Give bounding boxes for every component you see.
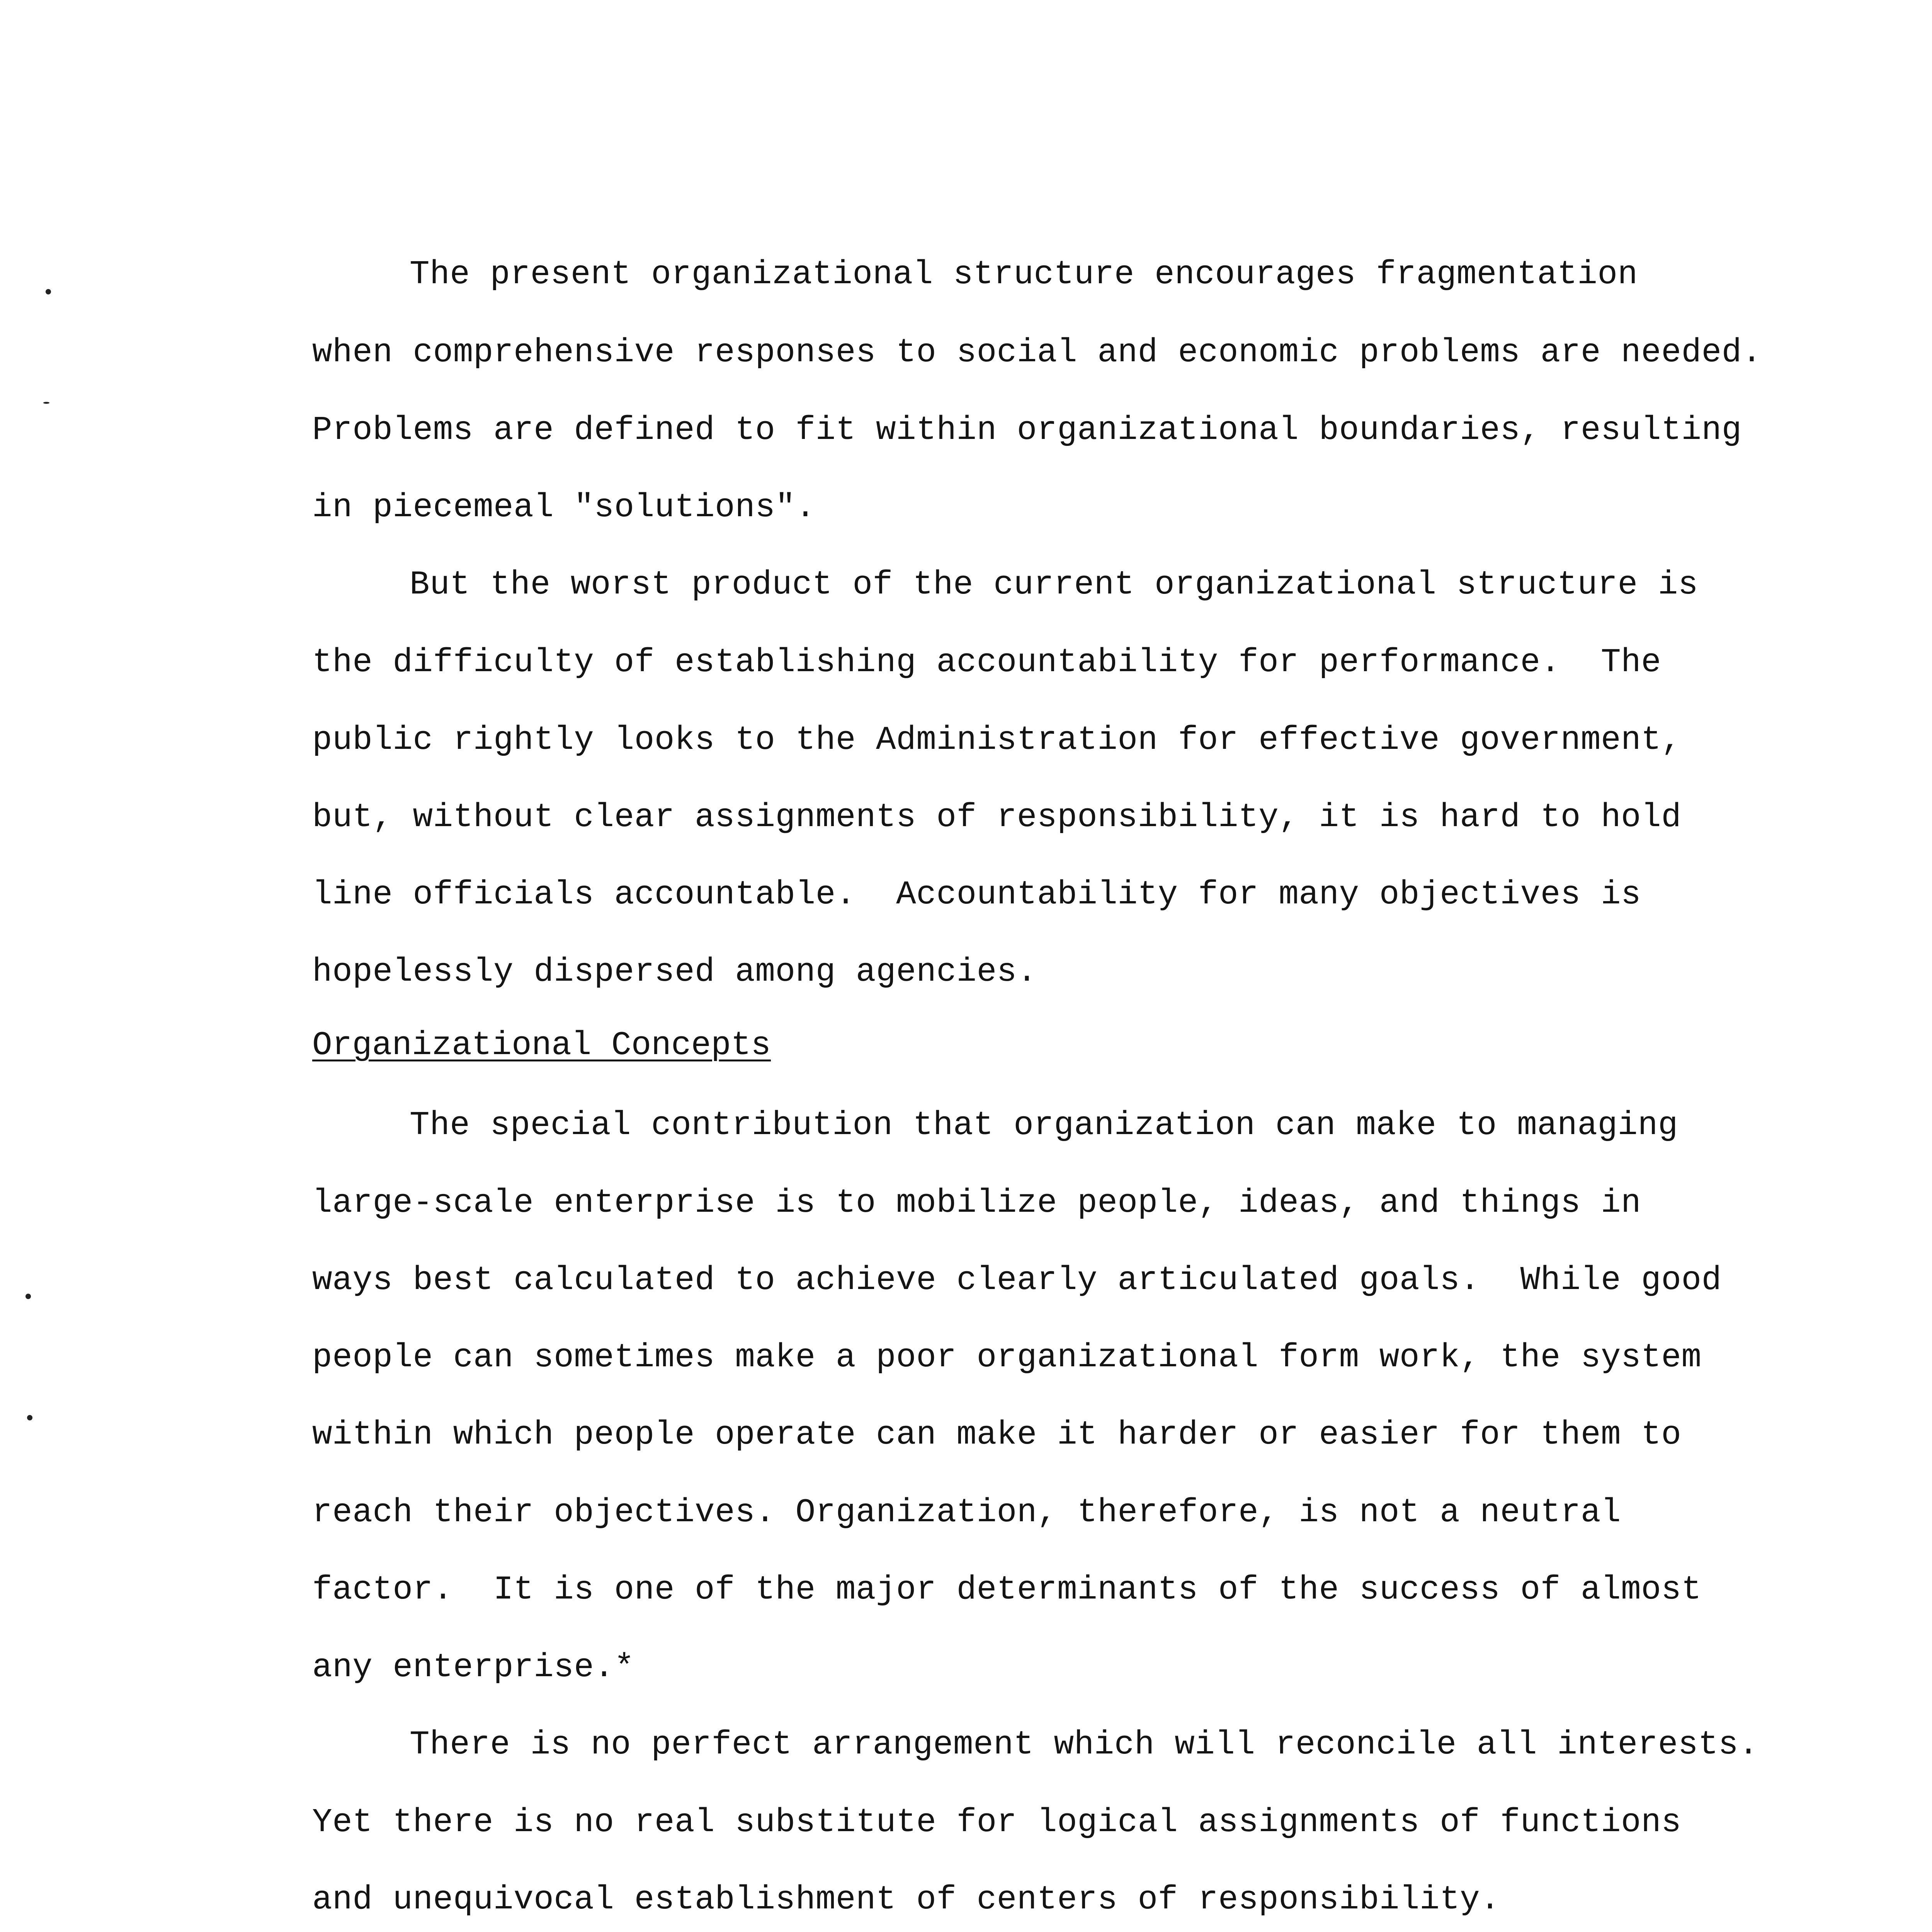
scan-speck bbox=[46, 289, 51, 294]
paragraph-line: There is no perfect arrangement which will reconcile all interests. bbox=[410, 1726, 1759, 1764]
section-heading: Organizational Concepts bbox=[312, 1026, 771, 1064]
paragraph-line: people can sometimes make a poor organizational form work, the system bbox=[312, 1338, 1702, 1376]
paragraph-line: the difficulty of establishing accountability for performance. The bbox=[312, 643, 1662, 681]
paragraph-line: within which people operate can make it harder or easier for them to bbox=[312, 1416, 1682, 1454]
paragraph-line: public rightly looks to the Administration for effective government, bbox=[312, 721, 1682, 759]
scan-speck bbox=[26, 1294, 31, 1299]
scan-speck bbox=[43, 402, 49, 404]
paragraph-line: But the worst product of the current organizational structure is bbox=[410, 566, 1698, 604]
paragraph-line: line officials accountable. Accountability for many objectives is bbox=[312, 876, 1641, 913]
paragraph-line: when comprehensive responses to social and economic problems are needed. bbox=[312, 333, 1762, 371]
paragraph-line: in piecemeal "solutions". bbox=[312, 488, 816, 526]
paragraph-line: large-scale enterprise is to mobilize people, ideas, and things in bbox=[312, 1184, 1641, 1222]
paragraph-line: The present organizational structure encourages fragmentation bbox=[410, 255, 1638, 293]
paragraph-line: reach their objectives. Organization, therefore, is not a neutral bbox=[312, 1493, 1621, 1531]
scan-speck bbox=[27, 1415, 32, 1420]
paragraph-line: hopelessly dispersed among agencies. bbox=[312, 953, 1037, 991]
paragraph-line: but, without clear assignments of responsibility, it is hard to hold bbox=[312, 798, 1682, 836]
paragraph-line: any enterprise.* bbox=[312, 1648, 634, 1686]
paragraph-line: The special contribution that organization can make to managing bbox=[410, 1106, 1678, 1144]
paragraph-line: Yet there is no real substitute for logical assignments of functions bbox=[312, 1803, 1682, 1841]
paragraph-line: and unequivocal establishment of centers of responsibility. bbox=[312, 1881, 1500, 1918]
paragraph-line: Problems are defined to fit within organizational boundaries, resulting bbox=[312, 411, 1742, 449]
paragraph-line: ways best calculated to achieve clearly articulated goals. While good bbox=[312, 1261, 1722, 1299]
paragraph-line: factor. It is one of the major determinants of the success of almost bbox=[312, 1571, 1702, 1609]
